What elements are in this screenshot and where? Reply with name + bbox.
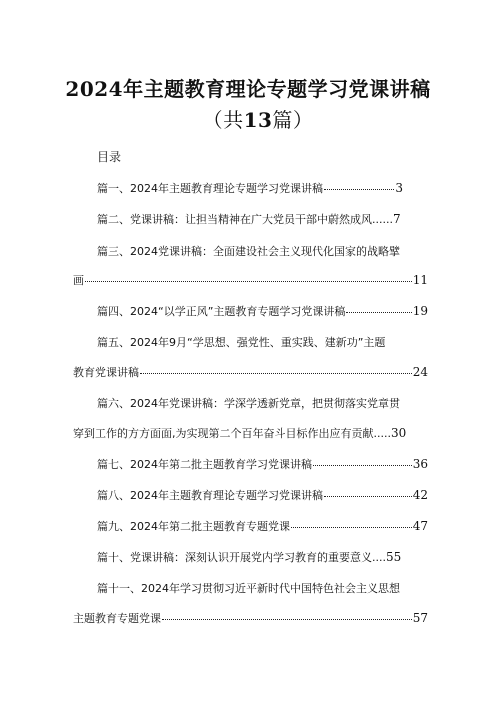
toc-entry-8[interactable] [97,487,428,503]
leader-dots [140,362,412,374]
toc-entry-title: 篇八、2024年主题教育理论专题学习党课讲稿 [97,489,323,502]
document-subtitle [8,104,500,133]
document-title: 2024年主题教育理论专题学习党课讲稿 [65,77,431,101]
toc-entry-2[interactable] [97,211,403,227]
toc-entry-page: 36 [412,457,428,471]
toc-entry-page: 42 [412,488,428,502]
leader-dots [162,608,412,620]
toc-entry-5[interactable]: 篇五、2024年9月“学思想、强党性、重实践、建新功”主题 [97,336,386,349]
toc-entry-page: 11 [412,273,428,287]
toc-entry-page: 55 [386,550,402,564]
toc-entry-page: 19 [412,304,428,318]
toc-entry-1[interactable] [97,180,403,196]
leader-dots [291,516,412,528]
toc-entry-9[interactable] [97,518,428,534]
toc-entry-title-cont: 主题教育专题党课 [73,612,161,625]
leader-dots [324,485,412,497]
toc-entry-6[interactable]: 篇六、2024年党课讲稿：学深学透新党章，把贯彻落实党章贯 [97,397,400,410]
toc-entry-page: 3 [395,181,403,195]
toc-entry-10[interactable] [97,549,407,565]
toc-heading: 目录 [97,150,122,164]
toc-entry-page: 47 [412,519,428,533]
toc-entry-title: 篇一、2024年主题教育理论专题学习党课讲稿 [97,182,323,195]
toc-entry-5-cont[interactable] [73,364,428,380]
leader-dots [324,178,394,190]
toc-entry-title-cont: 画 [73,274,84,287]
toc-entry-title: 篇九、2024年第二批主题教育专题党课 [97,520,290,533]
toc-entry-page: 30 [390,426,407,440]
toc-entry-page: 57 [412,611,428,625]
toc-entry-7[interactable] [97,456,428,472]
leader-dots [313,454,412,466]
toc-entry-title: 篇十、党课讲稿：深刻认识开展党内学习教育的重要意义.... [97,551,386,564]
toc-entry-3-cont[interactable] [73,272,428,288]
toc-entry-11[interactable]: 篇十一、2024年学习贯彻习近平新时代中国特色社会主义思想 [97,582,400,595]
toc-entry-title-cont: 教育党课讲稿 [73,366,139,379]
toc-entry-3[interactable]: 篇三、2024党课讲稿：全面建设社会主义现代化国家的战略擘 [97,245,400,258]
toc-entry-6-cont[interactable] [73,425,428,441]
toc-entry-title: 篇二、党课讲稿：让担当精神在广大党员干部中蔚然成风...... [97,213,393,226]
toc-entry-title: 篇七、2024年第二批主题教育学习党课讲稿 [97,458,312,471]
leader-dots [346,301,411,313]
subtitle-prefix: （共 [202,108,244,132]
toc-entry-page: 24 [412,365,428,379]
toc-entry-title-cont: 穿到工作的方方面面,为实现第二个百年奋斗目标作出应有贡献..... [73,427,391,440]
toc-entry-page: 7 [392,212,401,226]
toc-entry-11-cont[interactable] [73,610,428,626]
toc-entry-4[interactable] [97,303,428,319]
toc-entry-title: 篇四、2024“以学正风”主题教育专题学习党课讲稿 [97,305,346,318]
subtitle-suffix: 篇） [272,108,314,132]
subtitle-count: 13 [243,108,273,132]
leader-dots [85,270,412,282]
